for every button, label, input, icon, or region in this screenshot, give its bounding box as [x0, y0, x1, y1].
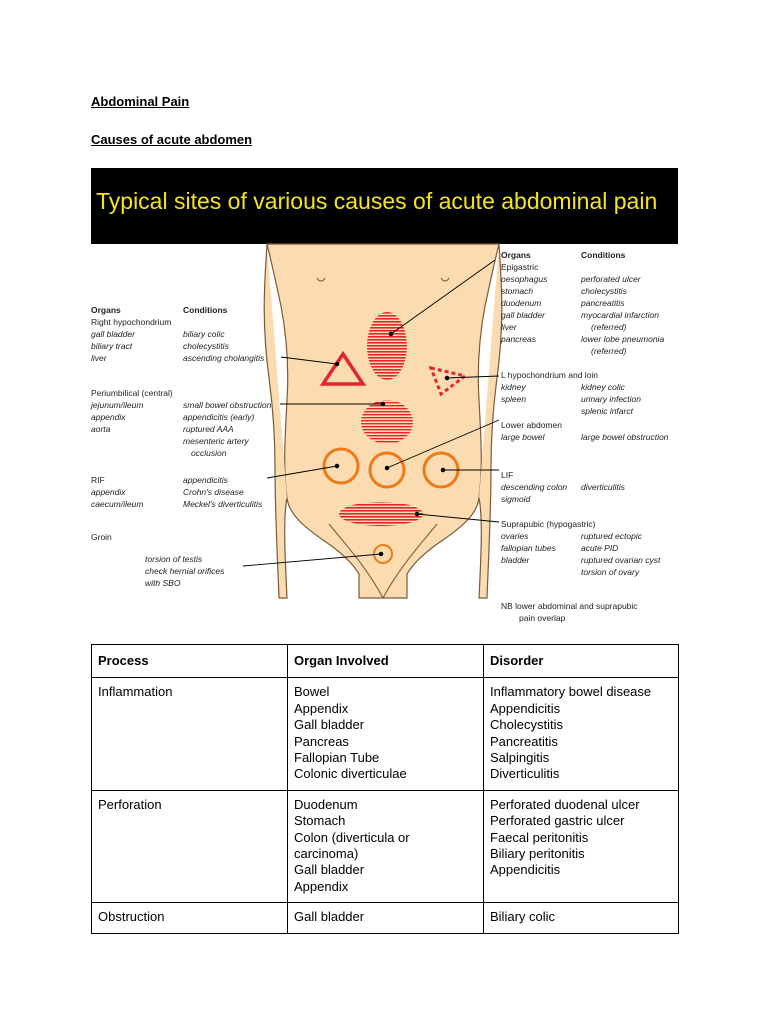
condition-label: ruptured AAA [183, 424, 234, 434]
condition-label: urinary infection [581, 394, 642, 404]
region-label: Epigastric [501, 262, 539, 272]
figure-note: NB lower abdominal and suprapubic [501, 601, 638, 611]
organ-label: sigmoid [501, 494, 531, 504]
column-header-process: Process [92, 645, 288, 678]
condition-label: occlusion [191, 448, 227, 458]
condition-label: kidney colic [581, 382, 625, 392]
cell-line: Diverticulitis [490, 766, 560, 782]
process-cell: Obstruction [92, 903, 288, 933]
organ-label: biliary tract [91, 341, 133, 351]
condition-label: ascending cholangitis [183, 353, 265, 363]
section-heading: Causes of acute abdomen [91, 132, 253, 147]
cell-line: Gall bladder [294, 717, 365, 733]
disorder-cell [484, 903, 679, 933]
cell-line: Biliary peritonitis [490, 846, 585, 862]
condition-label: appendicitis (early) [183, 412, 255, 422]
organ-label: descending colon [501, 482, 568, 492]
cell-line: Cholecystitis [490, 717, 563, 733]
organ-label: kidney [501, 382, 526, 392]
region-label: LIF [501, 470, 514, 480]
right-conditions-header: Conditions [581, 250, 626, 260]
region-label: Lower abdomen [501, 420, 562, 430]
cell-line: Gall bladder [294, 909, 365, 925]
organ-cell [288, 790, 484, 902]
organ-label: liver [91, 353, 107, 363]
condition-label: acute PID [581, 543, 619, 553]
condition-label: with SBO [145, 578, 181, 588]
organ-label: liver [501, 322, 517, 332]
cell-line: Colon (diverticula or [294, 829, 410, 845]
left-organs-header: Organs [91, 305, 121, 315]
organ-label: appendix [91, 487, 126, 497]
condition-label: cholecystitis [581, 286, 627, 296]
organ-label: ovaries [501, 531, 529, 541]
condition-label: biliary colic [183, 329, 225, 339]
organ-label: gall bladder [91, 329, 135, 339]
condition-label: splenic infarct [581, 406, 633, 416]
organ-label: gall bladder [501, 310, 545, 320]
organ-label: bladder [501, 555, 530, 565]
organ-label: duodenum [501, 298, 542, 308]
organ-label: aorta [91, 424, 111, 434]
cell-line: Pancreas [294, 733, 349, 749]
organ-label: large bowel [501, 432, 545, 442]
cell-line: Duodenum [294, 796, 358, 812]
organ-label: oesophagus [501, 274, 548, 284]
cell-line: Appendix [294, 700, 349, 716]
cell-line: Gall bladder [294, 862, 365, 878]
organ-label: fallopian tubes [501, 543, 556, 553]
cell-line: Biliary colic [490, 909, 556, 925]
cell-line: Stomach [294, 813, 346, 829]
condition-label: mesenteric artery [183, 436, 249, 446]
cell-line: carcinoma) [294, 846, 359, 862]
cell-line: Bowel [294, 684, 330, 700]
region-label: Groin [91, 532, 112, 542]
condition-label: myocardial infarction [581, 310, 659, 320]
condition-label: ruptured ectopic [581, 531, 642, 541]
condition-label: torsion of ovary [581, 567, 640, 577]
organ-cell [288, 903, 484, 933]
condition-label: perforated ulcer [581, 274, 641, 284]
condition-label: cholecystitis [183, 341, 229, 351]
figure-note: pain overlap [519, 613, 566, 623]
abdominal-pain-diagram [91, 168, 678, 628]
table-row [92, 678, 679, 790]
disorder-cell [484, 678, 679, 790]
condition-label: ruptured ovarian cyst [581, 555, 661, 565]
cell-line: Appendicitis [490, 700, 561, 716]
condition-label: check hernial orifices [145, 566, 225, 576]
process-cell: Inflammation [92, 678, 288, 790]
suprapubic-region [339, 502, 423, 526]
organ-label: pancreas [501, 334, 536, 344]
cell-line: Appendix [294, 878, 349, 894]
table-row [92, 903, 679, 933]
condition-label: torsion of testis [145, 554, 203, 564]
cell-line: Perforated duodenal ulcer [490, 796, 640, 812]
cell-line: Salpingitis [490, 750, 550, 766]
table-row [92, 790, 679, 902]
cell-line: Pancreatitis [490, 733, 558, 749]
organ-cell [288, 678, 484, 790]
table-header-row [92, 645, 679, 678]
column-header-disorder: Disorder [484, 645, 679, 678]
region-label: L hypochondrium and loin [501, 370, 599, 380]
region-label: Suprapubic (hypogastric) [501, 519, 596, 529]
condition-label: appendicitis [183, 475, 228, 485]
organ-label: stomach [501, 286, 534, 296]
condition-label: diverticulitis [581, 482, 625, 492]
epigastric-region [367, 312, 407, 380]
condition-label: Crohn's disease [183, 487, 244, 497]
condition-label: large bowel obstruction [581, 432, 669, 442]
figure-title: Typical sites of various causes of acute abdominal pain [96, 188, 658, 214]
cell-line: Fallopian Tube [294, 750, 380, 766]
causes-table [91, 644, 679, 934]
region-label: Periumbilical (central) [91, 388, 173, 398]
left-conditions-header: Conditions [183, 305, 228, 315]
organ-label: spleen [501, 394, 527, 404]
condition-label: pancreatitis [581, 298, 625, 308]
region-label: RIF [91, 475, 105, 485]
process-cell: Perforation [92, 790, 288, 902]
right-organs-header: Organs [501, 250, 531, 260]
condition-label: (referred) [591, 346, 627, 356]
periumbilical-region [361, 400, 413, 444]
cell-line: Inflammatory bowel disease [490, 684, 652, 700]
organ-label: jejunum/ileum [91, 400, 144, 410]
cell-line: Colonic diverticulae [294, 766, 407, 782]
disorder-cell [484, 790, 679, 902]
condition-label: (referred) [591, 322, 627, 332]
column-header-organ: Organ Involved [288, 645, 484, 678]
cell-line: Appendicitis [490, 862, 561, 878]
region-label: Right hypochondrium [91, 317, 172, 327]
page-title: Abdominal Pain [91, 94, 190, 109]
cell-line: Faecal peritonitis [490, 829, 589, 845]
cell-line: Perforated gastric ulcer [490, 813, 625, 829]
organ-label: caecum/ileum [91, 499, 144, 509]
condition-label: Meckel's diverticulitis [183, 499, 263, 509]
condition-label: small bowel obstruction [183, 400, 272, 410]
organ-label: appendix [91, 412, 126, 422]
condition-label: lower lobe pneumonia [581, 334, 665, 344]
